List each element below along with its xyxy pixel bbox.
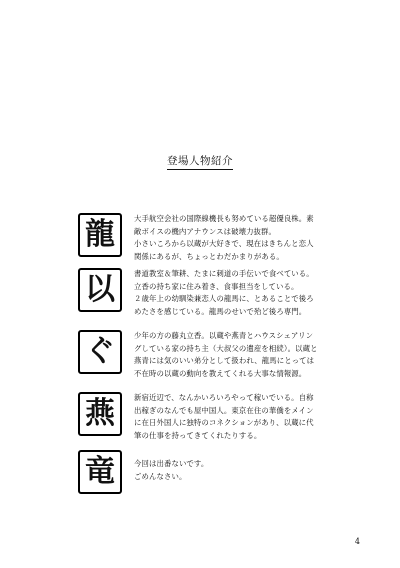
character-icon-ryu-dragon: 竜 bbox=[78, 450, 122, 494]
description-line: 書道教室＆筆耕、たまに刺道の手伝いで食べている。 bbox=[134, 269, 314, 278]
description-line: 小さいころから以蔵が大好きで、現在はきちんと恋人 bbox=[134, 239, 314, 249]
character-icon-gu: ぐ bbox=[78, 330, 122, 374]
character-description bbox=[134, 213, 372, 263]
character-description bbox=[134, 330, 372, 380]
section-title-text: 登場人物紹介 bbox=[167, 153, 233, 170]
character-icon-i: 以 bbox=[78, 268, 122, 312]
section-title bbox=[0, 153, 400, 170]
description-line: に在日外国人に独特のコネクションがあり、以蔵に代 bbox=[134, 418, 314, 428]
character-icon-ryu: 龍 bbox=[78, 213, 122, 257]
page-number: 4 bbox=[354, 537, 360, 546]
character-description bbox=[134, 268, 372, 318]
description-line: 立香の持ち家に住み着き、食事担当をしている。 bbox=[134, 281, 299, 291]
description-line: 今回は出番ないです。 bbox=[134, 459, 209, 468]
description-line: ２歳年上の幼馴染兼恋人の龍馬に、とあることで後ろ bbox=[134, 294, 314, 304]
description-line: 敵ボイスの機内アナウンスは破壊力抜群。 bbox=[134, 226, 277, 236]
description-line: 関係にあるが、ちょっとわだかまりがある。 bbox=[134, 251, 284, 261]
description-line: 大手航空会社の国際線機長も努めている超優良株。素 bbox=[134, 214, 314, 223]
character-icon-en: 燕 bbox=[78, 392, 122, 436]
character-description bbox=[134, 458, 372, 483]
description-line: 燕青には気のいい弟分として扱われ、龍馬にとっては bbox=[134, 356, 315, 366]
description-line: グしている家の持ち主（大叔父の遺産を相続）。以蔵と bbox=[134, 343, 318, 353]
description-line: 筆の仕事を持ってきてくれたりする。 bbox=[134, 430, 262, 440]
character-description bbox=[134, 392, 372, 442]
description-line: 出稼ぎのなんでも屋中国人。東京在住の華僑をメイン bbox=[134, 405, 314, 415]
description-line: めたさを感じている。龍馬のせいで殆ど後ろ専門。 bbox=[134, 306, 307, 316]
description-line: ごめんなさい。 bbox=[134, 471, 187, 481]
description-line: 不在時の以蔵の動向を教えてくれる大事な情報源。 bbox=[134, 368, 307, 378]
description-line: 少年の方の藤丸立香。以蔵や燕青とハウスシェアリン bbox=[134, 331, 314, 340]
description-line: 新宿近辺で、なんかいろいろやって稼いでいる。自称 bbox=[134, 393, 314, 402]
